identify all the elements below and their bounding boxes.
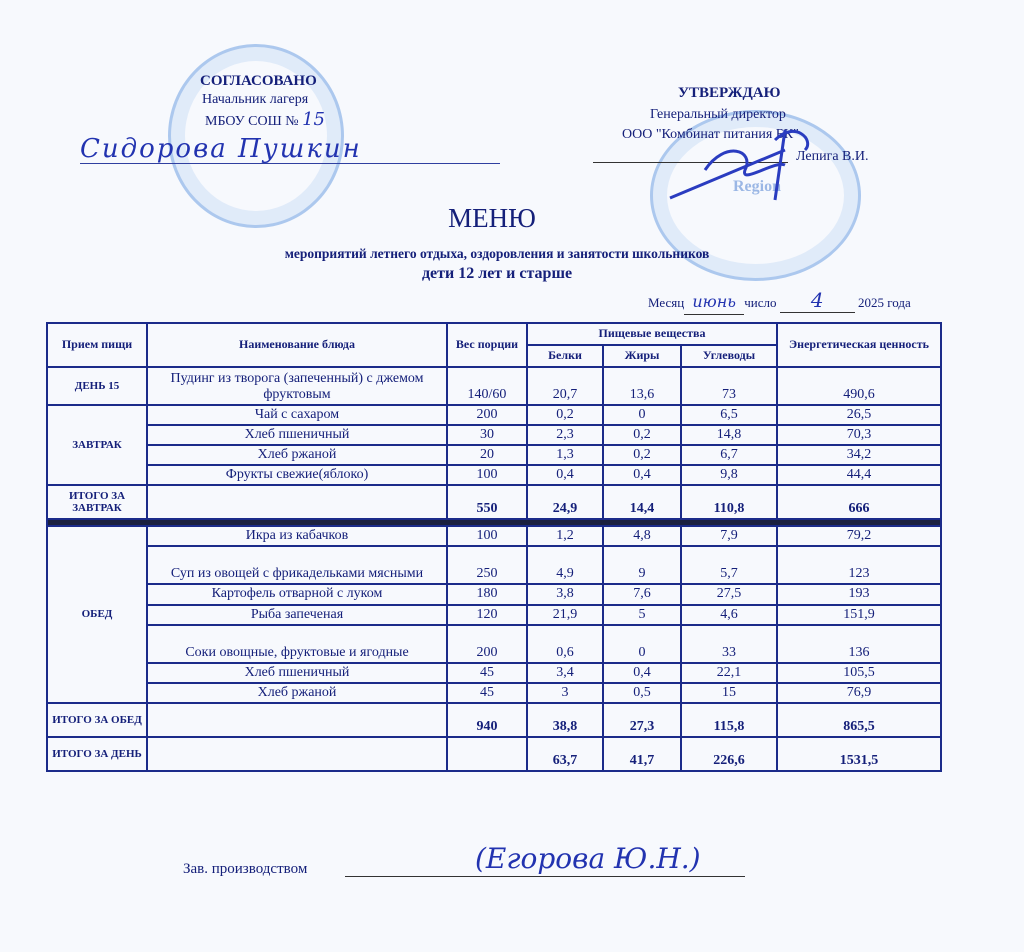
cell-weight: 200 (447, 405, 527, 425)
cell-carbs: 33 (681, 625, 777, 663)
total-weight (447, 737, 527, 771)
cell-fat: 5 (603, 605, 681, 625)
dish-name: Рыба запеченая (147, 605, 447, 625)
cell-fat: 0 (603, 625, 681, 663)
cell-protein: 1,2 (527, 526, 603, 546)
cell-protein: 3,8 (527, 584, 603, 604)
cell-protein: 1,3 (527, 445, 603, 465)
dish-name: Соки овощные, фруктовые и ягодные (147, 625, 447, 663)
cell-energy: 151,9 (777, 605, 941, 625)
cell-carbs: 6,7 (681, 445, 777, 465)
approval-right-line1: Генеральный директор (650, 107, 786, 122)
header-dish: Наименование блюда (147, 323, 447, 367)
cell-weight: 120 (447, 605, 527, 625)
school-label: МБОУ СОШ № (205, 114, 299, 129)
cell-energy: 76,9 (777, 683, 941, 703)
cell-fat: 4,8 (603, 526, 681, 546)
school-number: 15 (302, 109, 325, 130)
document-subtitle-age: дети 12 лет и старше (421, 265, 573, 282)
dish-name: Фрукты свежие(яблоко) (147, 465, 447, 485)
total-fat: 41,7 (603, 737, 681, 771)
total-energy: 666 (777, 485, 941, 519)
dish-name: Хлеб пшеничный (147, 663, 447, 683)
total-energy: 1531,5 (777, 737, 941, 771)
breakfast-total-section (47, 485, 941, 519)
cell-weight: 45 (447, 683, 527, 703)
cell-carbs: 5,7 (681, 546, 777, 584)
total-fat: 27,3 (603, 703, 681, 737)
cell-protein: 0,6 (527, 625, 603, 663)
cell-protein: 4,9 (527, 546, 603, 584)
day-label-cell: ДЕНЬ 15 (47, 367, 147, 405)
total-protein: 63,7 (527, 737, 603, 771)
cell-protein: 20,7 (527, 367, 603, 405)
header-meal: Прием пищи (47, 323, 147, 367)
total-row (47, 485, 941, 519)
total-row (47, 737, 941, 771)
meal-label-cell: ЗАВТРАК (47, 405, 147, 485)
approval-right-name: Лепига В.И. (796, 149, 869, 164)
cell-fat: 0,2 (603, 445, 681, 465)
cell-carbs: 7,9 (681, 526, 777, 546)
header-protein: Белки (527, 345, 603, 367)
cell-carbs: 4,6 (681, 605, 777, 625)
cell-weight: 250 (447, 546, 527, 584)
cell-carbs: 73 (681, 367, 777, 405)
cell-weight: 180 (447, 584, 527, 604)
divider-cell (47, 519, 941, 526)
cell-energy: 105,5 (777, 663, 941, 683)
left-signature: Сидорова Пушкин (80, 135, 500, 164)
table-row (47, 546, 941, 584)
empty-cell (147, 485, 447, 519)
empty-cell (147, 703, 447, 737)
header-weight: Вес порции (447, 323, 527, 367)
document-subtitle: мероприятий летнего отдыха, оздоровления и занятости школьников (284, 246, 710, 261)
cell-protein: 0,2 (527, 405, 603, 425)
month-value: июнь (684, 290, 744, 315)
cell-carbs: 9,8 (681, 465, 777, 485)
cell-weight: 140/60 (447, 367, 527, 405)
dish-name: Чай с сахаром (147, 405, 447, 425)
cell-protein: 21,9 (527, 605, 603, 625)
total-carbs: 110,8 (681, 485, 777, 519)
total-row (47, 703, 941, 737)
footer-signature: (Егорова Ю.Н.) (345, 842, 745, 877)
dish-name: Картофель отварной с луком (147, 584, 447, 604)
cell-energy: 490,6 (777, 367, 941, 405)
day-label: число (744, 295, 777, 310)
cell-energy: 123 (777, 546, 941, 584)
section-divider (47, 519, 941, 526)
cell-protein: 0,4 (527, 465, 603, 485)
cell-protein: 2,3 (527, 425, 603, 445)
menu-table (46, 322, 942, 772)
cell-carbs: 27,5 (681, 584, 777, 604)
table-row (47, 405, 941, 425)
right-stamp-text: Region (733, 178, 781, 195)
cell-fat: 9 (603, 546, 681, 584)
table-row (47, 625, 941, 663)
day-total-section (47, 737, 941, 771)
approval-right-title: УТВЕРЖДАЮ (678, 85, 781, 101)
table-row (47, 663, 941, 683)
cell-energy: 26,5 (777, 405, 941, 425)
approval-left-title: СОГЛАСОВАНО (200, 73, 317, 89)
total-fat: 14,4 (603, 485, 681, 519)
document-title: МЕНЮ (448, 203, 536, 233)
cell-weight: 200 (447, 625, 527, 663)
cell-fat: 13,6 (603, 367, 681, 405)
cell-fat: 7,6 (603, 584, 681, 604)
meal-label-cell: ОБЕД (47, 526, 147, 702)
total-energy: 865,5 (777, 703, 941, 737)
month-label: Месяц (648, 295, 685, 310)
header-carbs: Углеводы (681, 345, 777, 367)
dish-name: Суп из овощей с фрикадельками мясными (147, 546, 447, 584)
cell-weight: 30 (447, 425, 527, 445)
day-value: 4 (780, 288, 855, 313)
cell-carbs: 22,1 (681, 663, 777, 683)
cell-weight: 100 (447, 526, 527, 546)
empty-cell (147, 737, 447, 771)
table-row (47, 526, 941, 546)
cell-carbs: 15 (681, 683, 777, 703)
dish-name: Пудинг из творога (запеченный) с джемом фруктовым (147, 367, 447, 405)
lunch-total-section (47, 703, 941, 737)
cell-protein: 3 (527, 683, 603, 703)
table-row (47, 465, 941, 485)
table-row (47, 683, 941, 703)
dish-name: Хлеб ржаной (147, 445, 447, 465)
total-label: ИТОГО ЗА ДЕНЬ (47, 737, 147, 771)
approval-right-line2: ООО "Комбинат питания БК" (622, 127, 799, 142)
cell-energy: 34,2 (777, 445, 941, 465)
total-carbs: 226,6 (681, 737, 777, 771)
year-label: 2025 года (857, 295, 911, 310)
dish-name: Икра из кабачков (147, 526, 447, 546)
cell-energy: 136 (777, 625, 941, 663)
header-row (47, 323, 941, 345)
footer-label: Зав. производством (183, 861, 308, 877)
right-signature (665, 110, 865, 205)
lunch-section (47, 526, 941, 702)
cell-fat: 0,5 (603, 683, 681, 703)
approval-left-line1: Начальник лагеря (202, 92, 309, 107)
cell-energy: 70,3 (777, 425, 941, 445)
cell-carbs: 6,5 (681, 405, 777, 425)
cell-fat: 0,4 (603, 663, 681, 683)
table-row (47, 425, 941, 445)
cell-fat: 0 (603, 405, 681, 425)
total-weight: 550 (447, 485, 527, 519)
total-weight: 940 (447, 703, 527, 737)
cell-weight: 45 (447, 663, 527, 683)
dish-name: Хлеб ржаной (147, 683, 447, 703)
cell-energy: 193 (777, 584, 941, 604)
header-energy: Энергетическая ценность (777, 323, 941, 367)
total-protein: 24,9 (527, 485, 603, 519)
total-carbs: 115,8 (681, 703, 777, 737)
cell-fat: 0,2 (603, 425, 681, 445)
total-protein: 38,8 (527, 703, 603, 737)
header-nutrients: Пищевые вещества (527, 323, 777, 345)
total-label: ИТОГО ЗА ОБЕД (47, 703, 147, 737)
cell-weight: 100 (447, 465, 527, 485)
table-row (47, 367, 941, 405)
cell-carbs: 14,8 (681, 425, 777, 445)
cell-energy: 79,2 (777, 526, 941, 546)
cell-fat: 0,4 (603, 465, 681, 485)
table-row (47, 445, 941, 465)
header-fat: Жиры (603, 345, 681, 367)
cell-protein: 3,4 (527, 663, 603, 683)
table-row (47, 584, 941, 604)
breakfast-section (47, 367, 941, 485)
total-label: ИТОГО ЗА ЗАВТРАК (47, 485, 147, 519)
dish-name: Хлеб пшеничный (147, 425, 447, 445)
cell-energy: 44,4 (777, 465, 941, 485)
cell-weight: 20 (447, 445, 527, 465)
date-line (648, 288, 911, 315)
table-row (47, 605, 941, 625)
approval-left-line2 (205, 109, 325, 132)
